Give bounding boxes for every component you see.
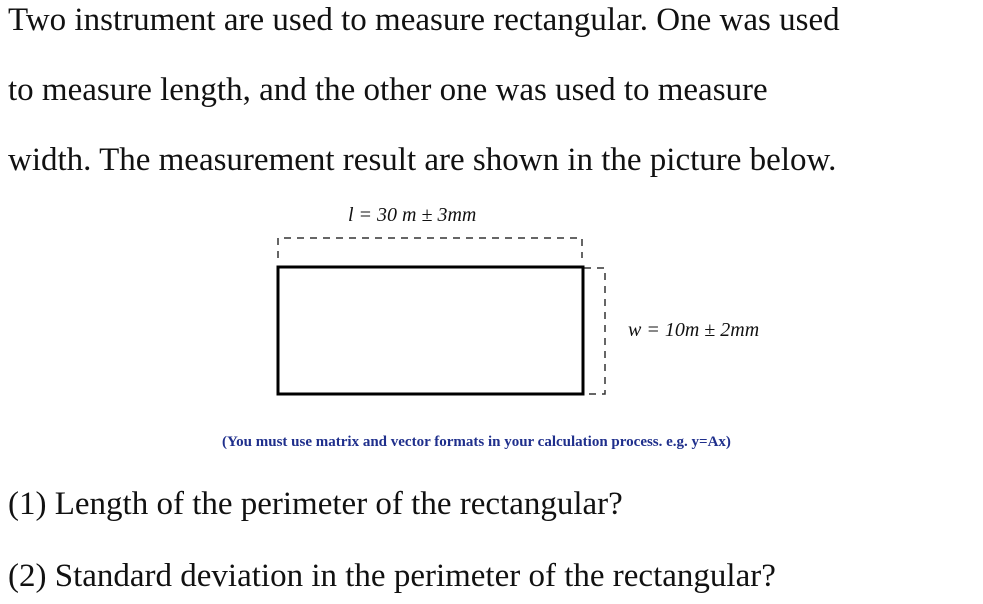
intro-line-2: to measure length, and the other one was used to measure [8, 72, 768, 108]
rectangle-shape [278, 267, 583, 394]
question-1: (1) Length of the perimeter of the rectangular? [8, 486, 623, 522]
instruction-note: (You must use matrix and vector formats in your calculation process. e.g. y=Ax) [222, 434, 731, 450]
width-dimension-bracket [584, 268, 605, 394]
width-label: w = 10m ± 2mm [628, 319, 760, 341]
length-label: l = 30 m ± 3mm [348, 204, 477, 226]
intro-line-1: Two instrument are used to measure rectangular. One was used [8, 2, 840, 38]
intro-line-3: width. The measurement result are shown in the picture below. [8, 142, 837, 178]
length-dimension-bracket [278, 238, 582, 258]
question-2: (2) Standard deviation in the perimeter of the rectangular? [8, 558, 776, 594]
